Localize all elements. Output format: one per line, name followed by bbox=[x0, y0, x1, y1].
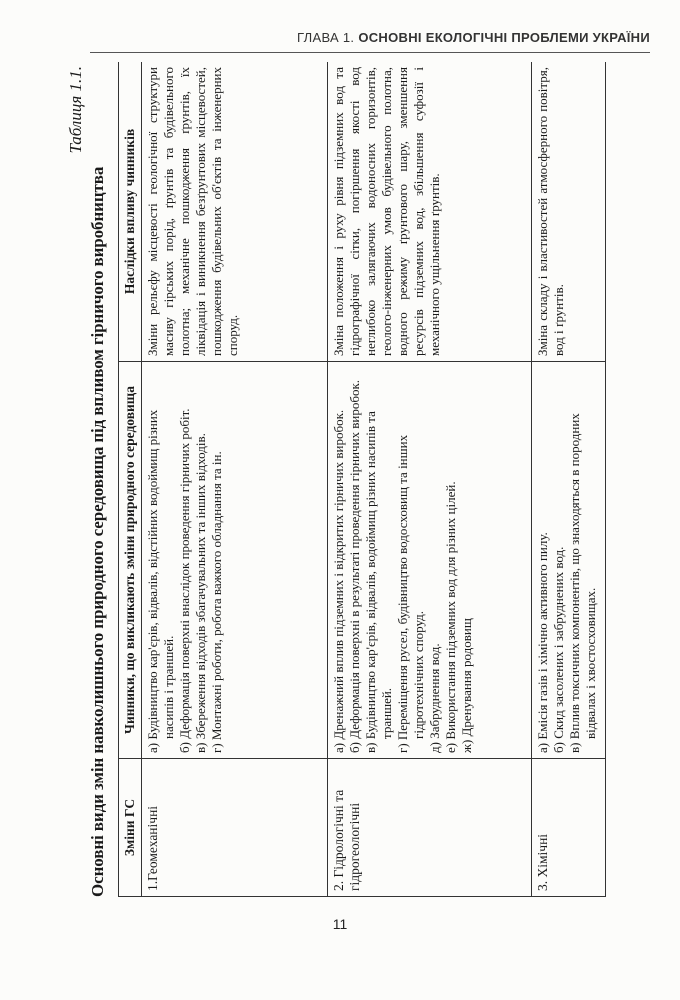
factor-item: г) Монтажні роботи, робота важкого обладнання та ін. bbox=[209, 451, 224, 753]
row-factors bbox=[142, 362, 328, 759]
factor-item: б) Скид засолених і забруднених вод. bbox=[550, 546, 566, 753]
rotated-content bbox=[66, 62, 606, 897]
header-rule bbox=[90, 52, 650, 53]
table-row bbox=[531, 62, 605, 897]
table-label: Таблиця 1.1. bbox=[66, 66, 85, 154]
table-header-row bbox=[119, 62, 142, 897]
factor-item: б) Деформація поверхні внаслідок проведення гірничих робіт. bbox=[177, 408, 192, 753]
table-title: Основні види змін навколишнього природного середовища під впливом гірничого виробництва bbox=[88, 166, 107, 897]
rotated-table-area bbox=[66, 62, 606, 897]
row-consequences: Зміна положення і руху рівня підземних вод та гідрографічної сітки, погіршення якості вод неглибоко залягаючих водоносних горизонтів, геолого-інженерних умов будівельного полотна, водного режиму ґрунтового шару, зменшення ресурсів підземних вод, збільшення суфозії і механічного ущільнення ґрунтів. bbox=[327, 62, 531, 362]
factor-item: в) Будівництво кар'єрів, відвалів, водоймищ різних насипів та траншей. bbox=[362, 411, 394, 753]
row-gs: 1.Геомеханічні bbox=[142, 759, 328, 897]
chapter-title: ОСНОВНІ ЕКОЛОГІЧНІ ПРОБЛЕМИ УКРАЇНИ bbox=[358, 30, 650, 45]
row-factors bbox=[327, 362, 531, 759]
factor-item: ж) Дренування родовищ bbox=[458, 618, 474, 753]
data-table bbox=[118, 62, 606, 897]
factor-item: д) Забруднення вод. bbox=[426, 643, 442, 753]
factor-item: в) Збереження відходів збагачувальних та інших відходів. bbox=[193, 433, 208, 753]
page-number: 11 bbox=[332, 916, 348, 932]
row-gs: 3. Хімічні bbox=[531, 759, 605, 897]
factor-item: е) Використання підземних вод для різних цілей. bbox=[442, 481, 458, 753]
factor-item: в) Вплив токсичних компонентів, що знаходяться в породних відвалах і хвостосховищах. bbox=[566, 413, 598, 753]
factor-item: а) Будівництво кар'єрів, відвалів, відстійних водоймищ різних насипів і траншей. bbox=[145, 409, 176, 753]
header-gs: Зміни ГС bbox=[119, 759, 142, 897]
chapter-prefix: ГЛАВА 1. bbox=[297, 30, 355, 45]
factor-item: б) Деформація поверхні в результаті проведення гірничих виробок. bbox=[346, 379, 362, 753]
row-consequences: Зміна складу і властивостей атмосферного повітря, вод і ґрунтів. bbox=[531, 62, 605, 362]
running-header bbox=[90, 30, 650, 45]
row-factors bbox=[531, 362, 605, 759]
row-gs: 2. Гідрологічні та гідрогеологічні bbox=[327, 759, 531, 897]
row-consequences: Зміни рельєфу місцевості геологічної структури масиву гірських порід, ґрунтів та будівельного полотна; механічне пошкодження ґрунтів, їх ліквідація і виникнення безґрунтових місцевостей, пошкодження будівельних об'єктів та інженерних споруд. bbox=[142, 62, 328, 362]
header-consequences: Наслідки впливу чинників bbox=[119, 62, 142, 362]
header-factors: Чинники, що викликають зміни природного середовища bbox=[119, 362, 142, 759]
table-row bbox=[327, 62, 531, 897]
factor-item: а) Дренажний вплив підземних і відкритих гірничих виробок. bbox=[330, 409, 346, 753]
table-row bbox=[142, 62, 328, 897]
factor-item: а) Емісія газів і хімічно активного пилу. bbox=[534, 532, 550, 753]
factor-item: г) Переміщення русел, будівництво водосховищ та інших гідротехнічних споруд. bbox=[394, 434, 426, 753]
